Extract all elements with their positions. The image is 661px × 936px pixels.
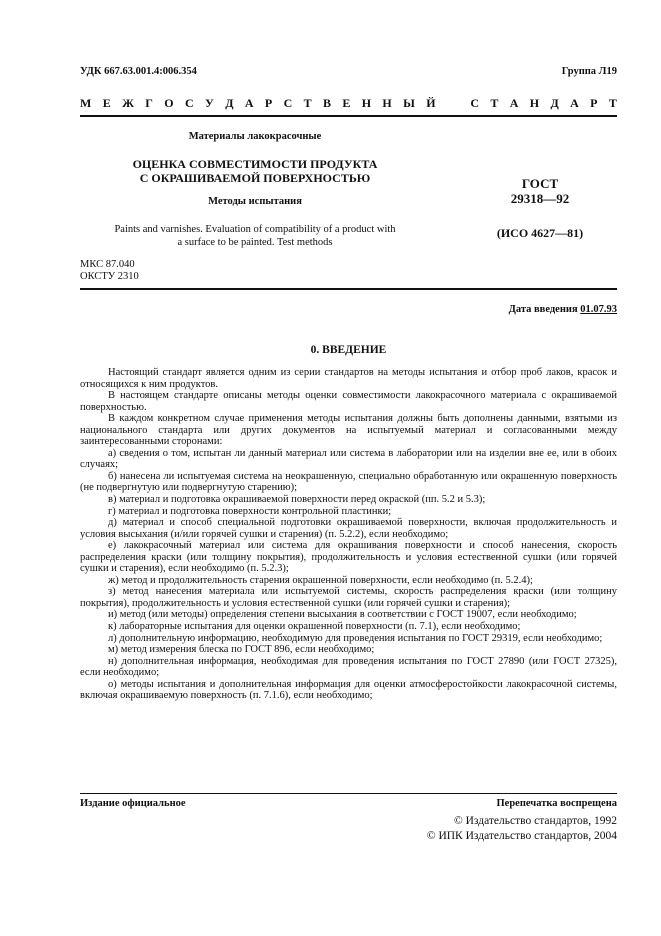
banner-letter: Г xyxy=(145,96,153,110)
banner-letter: В xyxy=(322,96,331,110)
english-title-line-2: a surface to be painted. Test methods xyxy=(177,237,333,248)
banner-letter: Ы xyxy=(403,96,415,110)
banner-letter: Т xyxy=(303,96,312,110)
udk-code: УДК 667.63.001.4:006.354 xyxy=(80,66,197,77)
banner-letter: У xyxy=(205,96,214,110)
body-paragraph: м) метод измерения блеска по ГОСТ 896, если необходимо; xyxy=(108,644,375,656)
copyright-1992: © Издательство стандартов, 1992 xyxy=(453,815,617,827)
banner-letter: Т xyxy=(490,96,499,110)
banner-letter: А xyxy=(570,96,579,110)
body-paragraph: з) метод нанесения материала или испытуемой системы, скорость распределения краски (или толщину покрытия), продолжительность и условия естественной сушки (или горячей сушки и старения); xyxy=(80,586,617,609)
banner-letter: Д xyxy=(225,96,234,110)
date-value: 01.07.93 xyxy=(580,304,617,315)
copyright-2004: © ИПК Издательство стандартов, 2004 xyxy=(426,830,617,842)
body-paragraph: ж) метод и продолжительность старения окрашенной поверхности, если необходимо (п. 5.2.4); xyxy=(108,574,533,586)
introduction-date xyxy=(509,304,617,315)
section-heading: 0. ВВЕДЕНИЕ xyxy=(310,344,387,356)
banner-letter: Р xyxy=(590,96,598,110)
gost-label: ГОСТ xyxy=(521,176,559,191)
date-label: Дата введения xyxy=(508,304,581,315)
banner-letter: О xyxy=(164,96,174,110)
body-paragraph: В каждом конкретном случае применения методы испытания должны быть дополнены данными, взятыми из национального стандарта или других документов на испытуемый материал и согласованными между заинтересованными сторонами: xyxy=(80,413,617,448)
banner-letter: А xyxy=(244,96,254,110)
group-code: Группа Л19 xyxy=(561,66,617,77)
title-line-2: С ОКРАШИВАЕМОЙ ПОВЕРХНОСТЬЮ xyxy=(139,171,371,185)
interstate-standard-banner xyxy=(80,96,617,111)
banner-letter: С xyxy=(283,96,293,110)
banner-letter xyxy=(447,96,459,111)
subtitle: Методы испытания xyxy=(208,196,302,207)
reprint-prohibited: Перепечатка воспрещена xyxy=(496,798,617,809)
section-body xyxy=(80,367,617,702)
body-paragraph: л) дополнительную информацию, необходимую для проведения испытания по ГОСТ 29319, если необходимо; xyxy=(108,632,603,644)
banner-letter: С xyxy=(185,96,194,110)
banner-letter: Т xyxy=(608,96,617,110)
banner-letter: Д xyxy=(550,96,559,110)
banner-letter: Е xyxy=(342,96,351,110)
iso-reference: (ИСО 4627—81) xyxy=(496,226,584,240)
title-line-1: ОЦЕНКА СОВМЕСТИМОСТИ ПРОДУКТА xyxy=(132,157,378,171)
material-category: Материалы лакокрасочные xyxy=(188,131,322,142)
banner-letter: Н xyxy=(529,96,540,110)
mks-code: МКС 87.040 xyxy=(80,259,135,270)
gost-number: 29318—92 xyxy=(510,191,570,206)
body-paragraph: о) методы испытания и дополнительная информация для оценки атмосферостойкости лакокрасочной системы, включая окрашиваемую поверхность (п. 7.1.6), если необходимо; xyxy=(80,678,617,702)
body-paragraph: б) нанесена ли испытуемая система на неокрашенную, специально обработанную или окрашенную поверхность (не подвергнутую или подвергнутую старению); xyxy=(80,470,617,494)
english-title-line-1: Paints and varnishes. Evaluation of compatibility of a product with xyxy=(114,224,396,235)
body-paragraph: В настоящем стандарте описаны методы оценки совместимости лакокрасочного материала с окрашиваемой поверхностью. xyxy=(80,390,617,413)
banner-letter: Е xyxy=(102,96,111,110)
banner-letter: А xyxy=(509,96,519,110)
banner-letter: Ж xyxy=(122,96,134,110)
body-paragraph: и) метод (или методы) определения степени высыхания в соответствии с ГОСТ 19007, если необходимо; xyxy=(108,609,577,621)
banner-letter: Н xyxy=(361,96,372,110)
banner-letter: С xyxy=(470,96,480,110)
body-paragraph: Настоящий стандарт является одним из серии стандартов на методы испытания и отбор проб лаков, красок и относящихся к ним продуктов. xyxy=(80,367,617,390)
body-paragraph: в) материал и подготовка окрашиваемой поверхности перед окраской (пп. 5.2 и 5.3); xyxy=(108,494,486,506)
body-paragraph: а) сведения о том, испытан ли данный материал или система в лаборатории или на изделии вне ее, или в обоих случаях; xyxy=(80,447,617,471)
banner-letter: М xyxy=(80,96,92,110)
body-paragraph: н) дополнительная информация, необходимая для проведения испытания по ГОСТ 27890 (или ГОСТ 27325), если необходимо; xyxy=(80,655,617,679)
title-block-rule xyxy=(80,288,617,290)
banner-letter: Н xyxy=(382,96,392,110)
body-paragraph: е) лакокрасочный материал или система для окрашивания поверхности и способ нанесения, скорость распределения краски (или толщину покрытия), продолжительность и условия естественной сушки (или горячей сушки и старения), если необходимо (п. 5.2.3); xyxy=(80,540,617,575)
footer-rule xyxy=(80,793,617,794)
banner-letter: Р xyxy=(264,96,273,110)
banner-letter: Й xyxy=(426,96,436,110)
okstu-code: ОКСТУ 2310 xyxy=(80,271,139,282)
body-paragraph: г) материал и подготовка поверхности контрольной пластинки; xyxy=(108,505,392,517)
header-rule xyxy=(80,115,617,117)
body-paragraph: д) материал и способ специальной подготовки окрашиваемой поверхности, включая продолжительность и условия высыхания (и/или горячей сушки и старения) (п. 5.2.2), если необходимо; xyxy=(80,517,617,540)
body-paragraph: к) лабораторные испытания для оценки окрашенной поверхности (п. 7.1), если необходимо; xyxy=(108,621,521,633)
official-edition: Издание официальное xyxy=(80,798,186,809)
